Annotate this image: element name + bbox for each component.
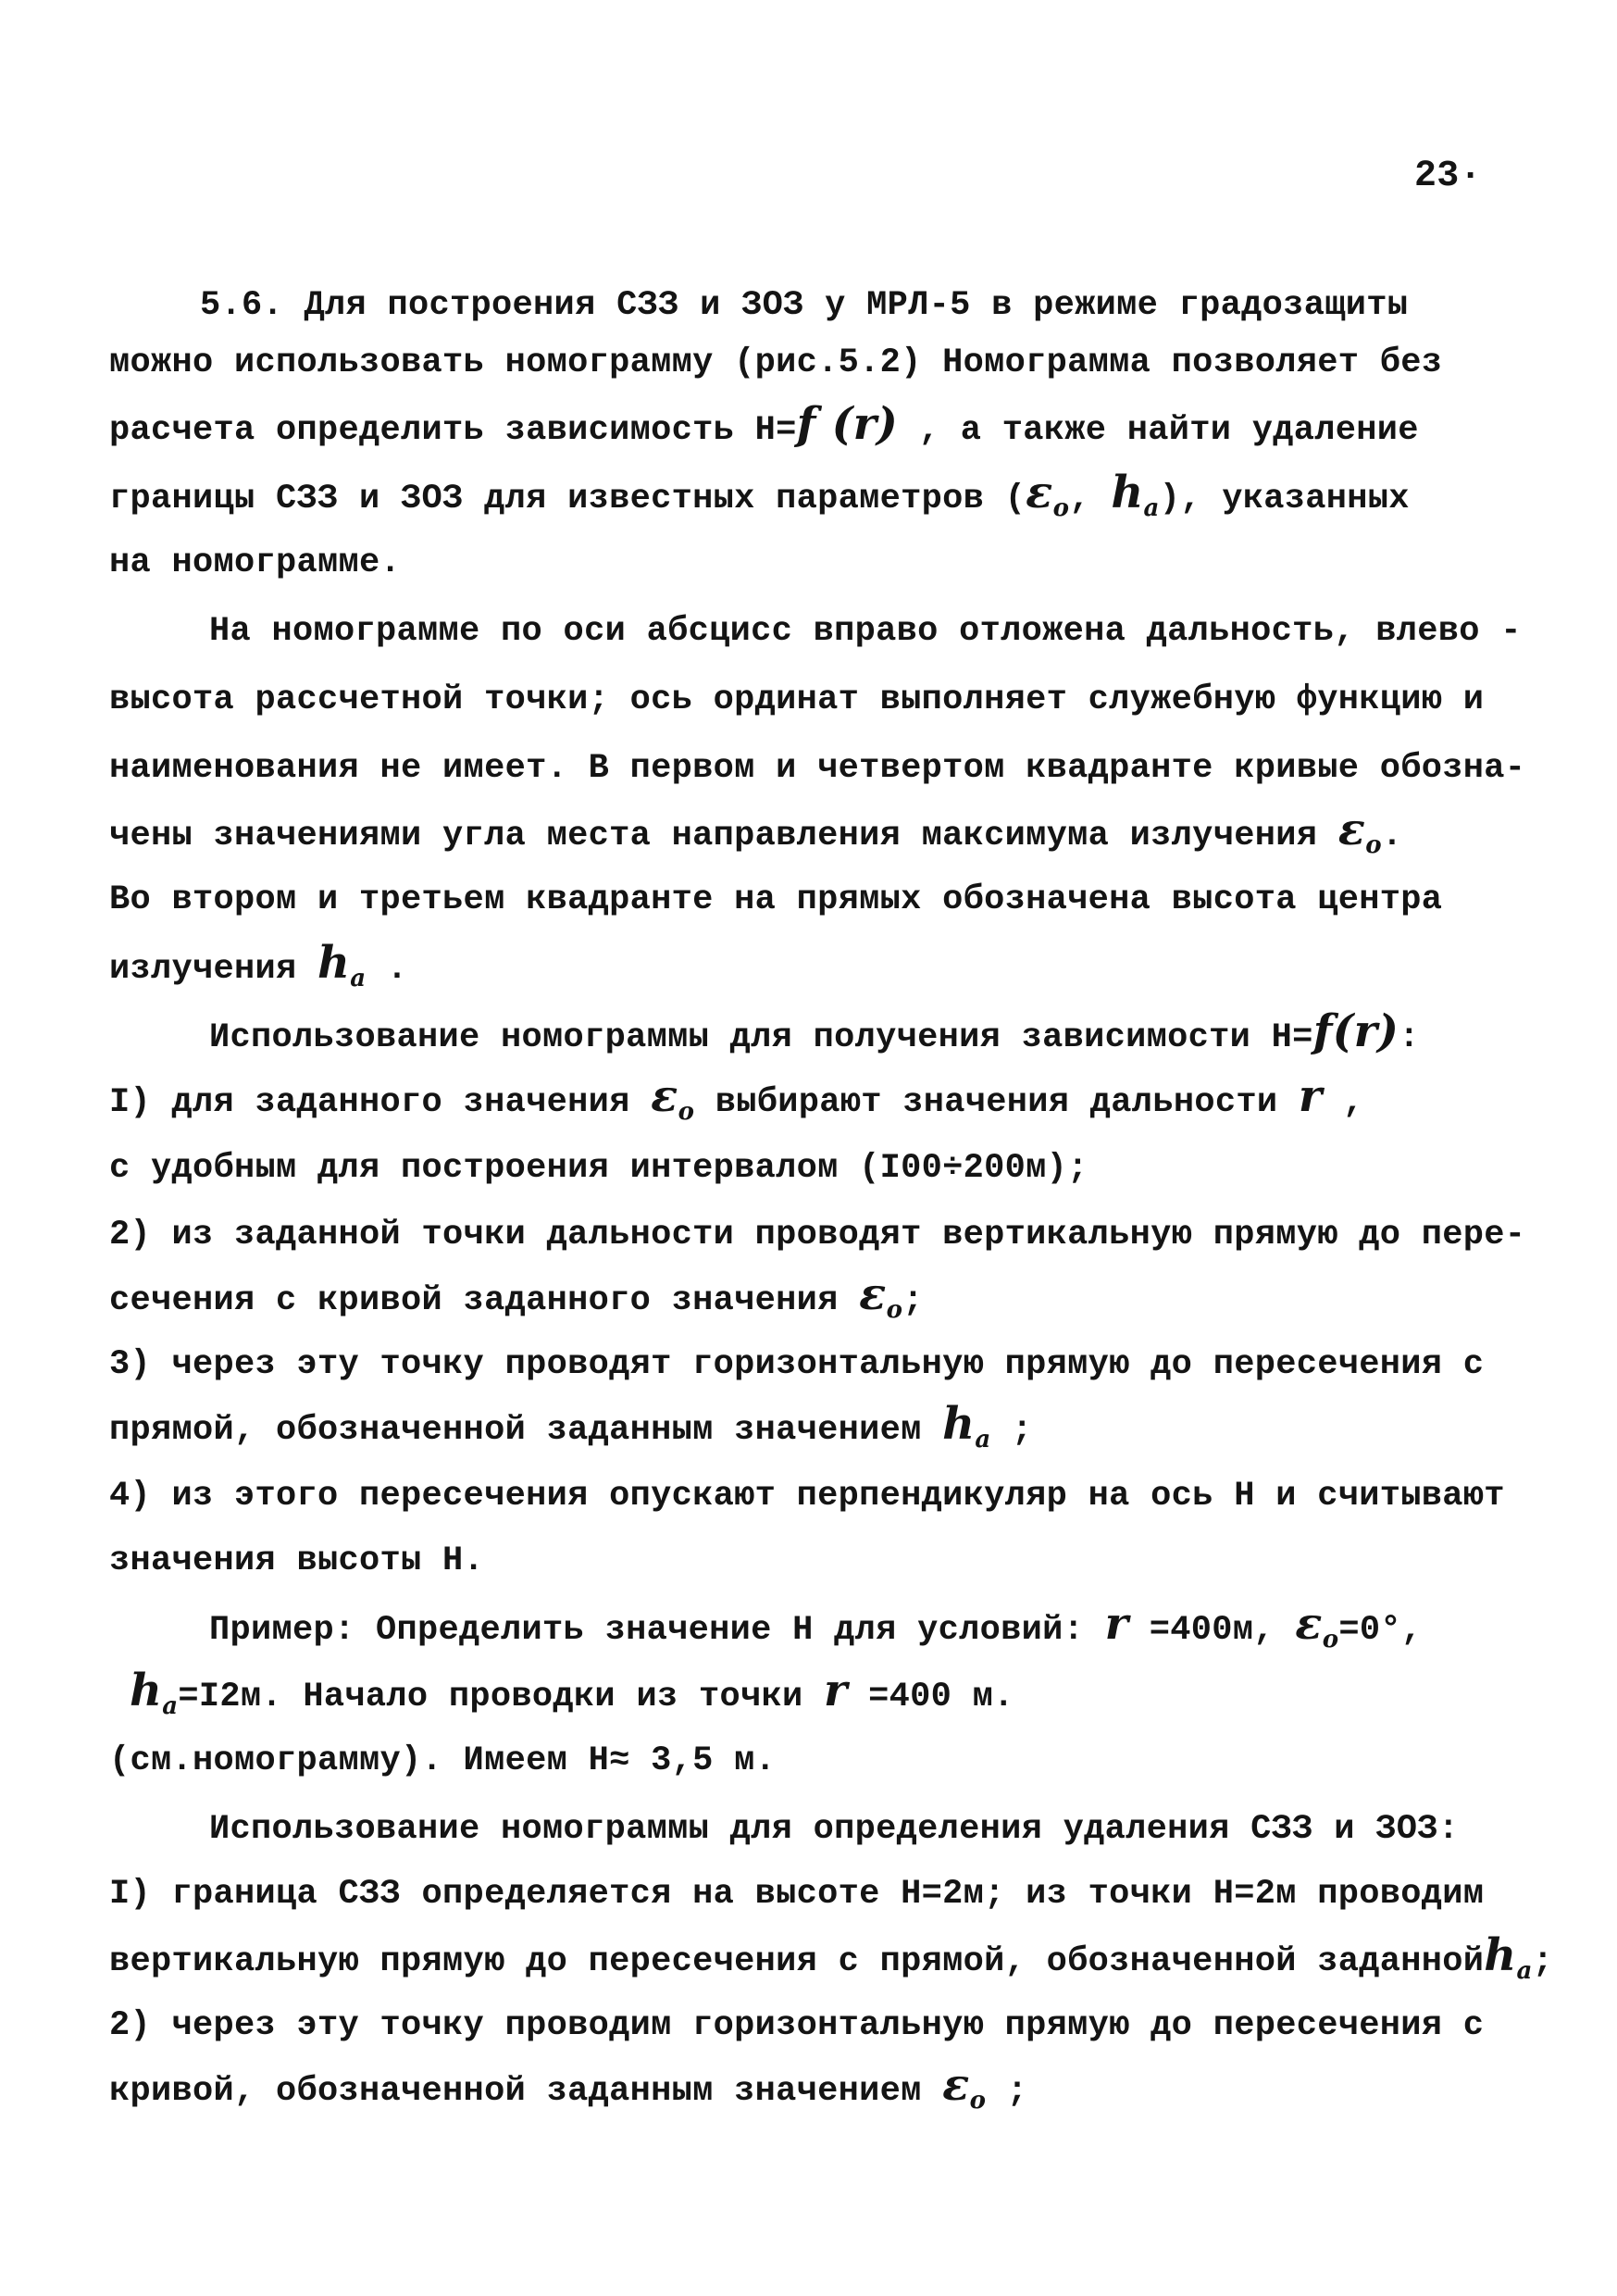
usage1-item-4: 4) из этого пересечения опускают перпендикуляр на ось Н и считывают [109, 1477, 1505, 1516]
usage1-title-text: Использование номограммы для получения зависимости Н= [209, 1018, 1313, 1057]
symbol-h-a: $h_a$ [130, 1665, 179, 1721]
para2-line-1: На номограмме по оси абсцисс вправо отложена дальность, влево - [209, 612, 1522, 651]
example-line-3: (см.номограмму). Имеем Н≈ 3,5 м. [109, 1741, 777, 1780]
usage2-item-1: I) граница СЗЗ определяется на высоте Н=2м; из точки Н=2м проводим [109, 1875, 1485, 1914]
symbol-epsilon: $\varepsilon_o$ [1026, 467, 1070, 523]
usage1-item-1: I) для заданного значения $\varepsilon_o$ выбирают значения дальности r , [109, 1070, 1364, 1127]
symbol-r: r [1298, 1070, 1323, 1122]
symbol-epsilon: $\varepsilon_o$ [942, 2059, 987, 2115]
usage2-item-2-cont: кривой, обозначенной заданным значением $\varepsilon_o$ ; [109, 2059, 1028, 2115]
page-number: 23· [1414, 156, 1482, 197]
usage1-item-4-cont: значения высоты Н. [109, 1541, 485, 1580]
sec56-line-3 [109, 398, 1419, 458]
formula-f-of-r: f(r) [1312, 1005, 1399, 1057]
usage1-item-3-text: прямой, обозначенной заданным значением [109, 1411, 943, 1450]
para2-line-6: излучения $h_a$ . [109, 937, 408, 993]
para2-line-3: наименования не имеет. В первом и четвертом квадранте кривые обозна- [109, 749, 1526, 788]
usage1-item-1-cont: с удобным для построения интервалом (I00÷200м); [109, 1149, 1088, 1188]
usage2-item-1-cont: вертикальную прямую до пересечения с прямой, обозначенной заданнойh$_a$; [109, 1929, 1554, 1986]
para2-line-4: чены значениями угла места направления максимума излучения $\varepsilon_o$. [109, 804, 1403, 860]
usage2-title: Использование номограммы для определения удаления СЗЗ и ЗОЗ: [209, 1810, 1460, 1849]
usage1-item-3-cont: прямой, обозначенной заданным значением $h_a$ ; [109, 1398, 1033, 1454]
usage2-item-2: 2) через эту точку проводим горизонтальную прямую до пересечения с [109, 2006, 1485, 2045]
usage1-item-1-text: I) для заданного значения [109, 1083, 652, 1122]
symbol-epsilon: $\varepsilon_o$ [859, 1268, 903, 1325]
para2-line-5: Во втором и третьем квадранте на прямых обозначена высота центра [109, 880, 1443, 919]
sec56-line-2: можно использовать номограмму (рис.5.2) Номограмма позволяет без [109, 343, 1443, 382]
symbol-h-a: $h_a$ [1111, 467, 1160, 523]
sec56-line-4: границы СЗЗ и ЗОЗ для известных параметров ($\varepsilon_o$, $h_a$), указанных [109, 467, 1410, 523]
usage1-title: Использование номограммы для получения зависимости Н=f(r): [209, 1005, 1420, 1057]
symbol-r: r [1104, 1598, 1129, 1650]
para2-line-6-text: излучения [109, 950, 318, 989]
usage1-item-2-text: сечения с кривой заданного значения [109, 1281, 860, 1320]
example-line-2-text: =I2м. Начало проводки из точки [178, 1678, 824, 1716]
sec56-line-5: на номограмме. [109, 543, 402, 582]
symbol-r: r [823, 1665, 848, 1716]
example-line-1: Пример: Определить значение Н для условий: r =400м, $\varepsilon_o=0^\circ$, [209, 1598, 1423, 1654]
usage1-item-2-cont: сечения с кривой заданного значения $\varepsilon_o$; [109, 1268, 924, 1325]
example-line-2: $h_a=I2м$. Начало проводки из точки r =400 м. [130, 1665, 1014, 1721]
sec56-line-3-tail: , а также найти удаление [898, 411, 1419, 450]
usage1-item-1-mid: выбирают значения дальности [694, 1083, 1299, 1122]
symbol-epsilon: $\varepsilon_o$ [651, 1070, 695, 1127]
para2-line-4-text: чены значениями угла места направления максимума излучения [109, 817, 1338, 855]
para2-line-2: высота рассчетной точки; ось ординат выполняет служебную функцию и [109, 680, 1485, 719]
symbol-h-a: $h_a$ [317, 937, 367, 993]
sec56-line-4-text: границы СЗЗ и ЗОЗ для известных параметров ( [109, 480, 1026, 518]
symbol-h-a: $h_a$ [1484, 1929, 1533, 1986]
formula-f-of-r: f (r) [796, 398, 899, 450]
example-line-1-text: Пример: Определить значение Н для условий: [209, 1611, 1105, 1650]
sec56-line-3-text: расчета определить зависимость Н= [109, 411, 797, 450]
sec56-line-1: 5.6. Для построения СЗЗ и ЗОЗ у МРЛ-5 в режиме градозащиты [200, 286, 1409, 325]
symbol-epsilon: $\varepsilon_o$ [1337, 804, 1382, 860]
usage2-item-1-text: вертикальную прямую до пересечения с прямой, обозначенной заданной [109, 1942, 1485, 1981]
usage1-item-2: 2) из заданной точки дальности проводят вертикальную прямую до пере- [109, 1216, 1526, 1254]
usage2-item-2-text: кривой, обозначенной заданным значением [109, 2072, 943, 2111]
sec56-line-4-tail: ), указанных [1159, 480, 1410, 518]
usage1-item-3: 3) через эту точку проводят горизонтальную прямую до пересечения с [109, 1345, 1485, 1384]
symbol-h-a: $h_a$ [942, 1398, 991, 1454]
symbol-epsilon: $\varepsilon_o$ [1295, 1598, 1339, 1654]
